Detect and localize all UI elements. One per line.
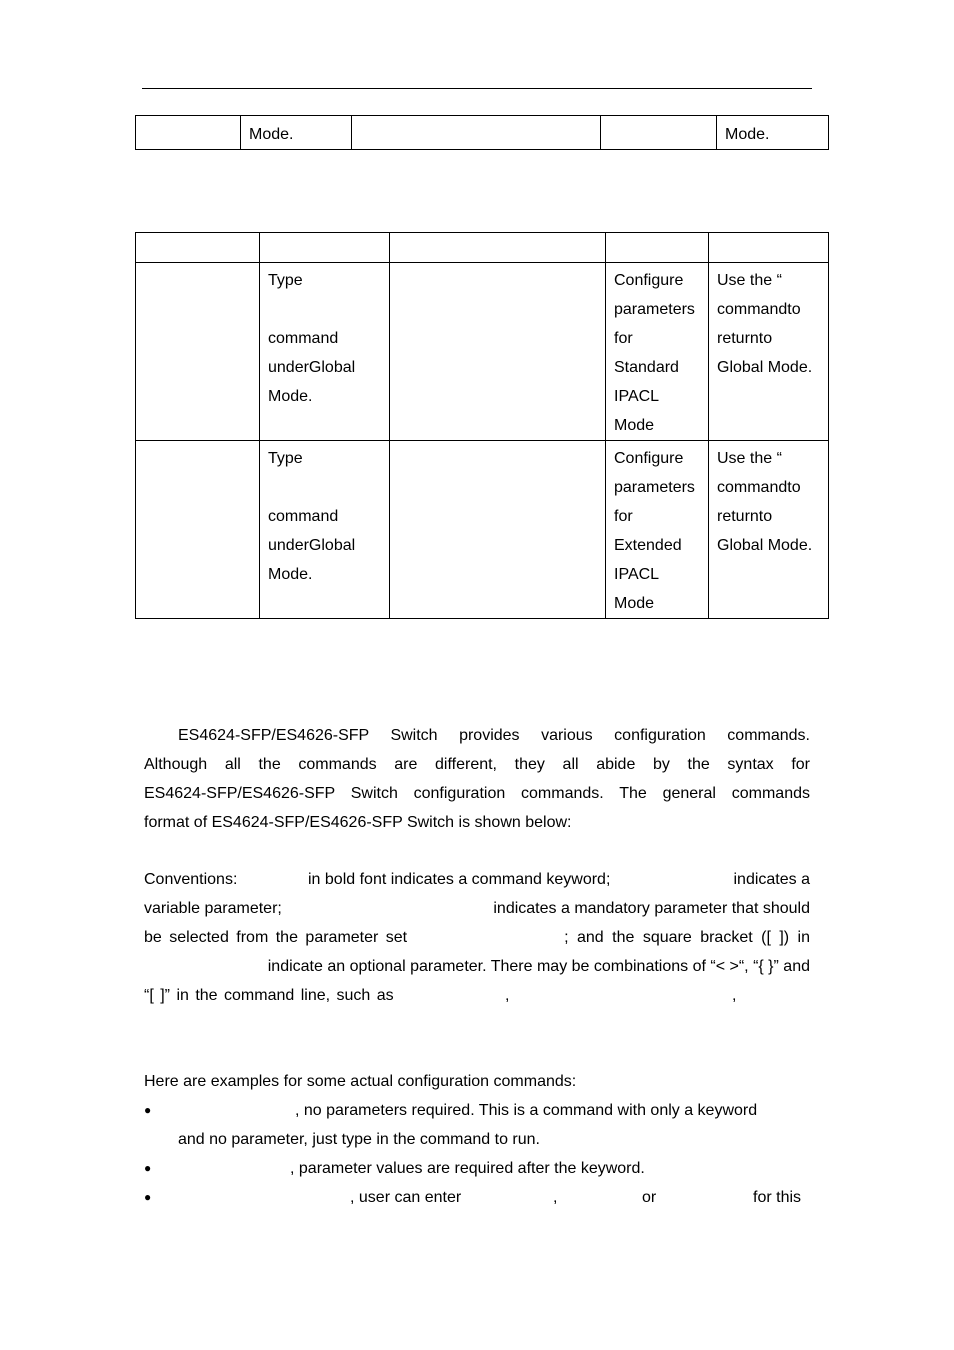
text-run: ES4624-SFP/ES4626-SFP Switch provides various configuration commands.: [178, 727, 810, 744]
bullet-icon: ●: [144, 1190, 152, 1204]
entry-line: [268, 295, 381, 324]
exit-cell: [709, 441, 829, 619]
function-line: IPACL: [614, 388, 660, 405]
entry-line: Mode.: [268, 388, 313, 405]
text-run: , no parameters required. This is a command with only a keyword: [295, 1102, 758, 1119]
paragraph-line: [144, 1125, 810, 1154]
text-run: , user can enter: [350, 1189, 462, 1206]
table-cell: Mode.: [717, 116, 829, 150]
paragraph-line: [144, 1183, 810, 1212]
header-cell: [390, 233, 606, 263]
text-run: ,: [505, 987, 510, 1004]
paragraph-line: [144, 981, 810, 1010]
paragraph-line: [144, 1154, 810, 1183]
example-item: [144, 1096, 810, 1154]
function-line: parameters: [614, 301, 695, 318]
exit-line: Global Mode.: [717, 359, 813, 376]
entry-line: Mode.: [268, 566, 313, 583]
conventions-paragraph: [144, 865, 810, 1010]
mode-name-cell: [136, 263, 260, 441]
exit-line: commandto: [717, 479, 801, 496]
bullet-icon: ●: [144, 1103, 152, 1117]
table-cell: Mode.: [241, 116, 352, 150]
entry-line: underGlobal: [268, 537, 356, 554]
text-run: ,: [553, 1189, 558, 1206]
text-run: indicates a mandatory parameter that should: [493, 900, 810, 917]
paragraph-line: format of ES4624-SFP/ES4626-SFP Switch is shown below:: [144, 814, 572, 831]
text-run: be selected from the parameter set: [144, 929, 408, 946]
entry-line: Type: [268, 272, 303, 289]
text-run: ,: [732, 987, 737, 1004]
continued-mode-table: [135, 115, 829, 150]
function-line: for: [614, 508, 633, 525]
paragraph-line: [144, 865, 810, 894]
exit-line: Use the “: [717, 450, 782, 467]
function-line: for: [614, 330, 633, 347]
function-cell: [606, 263, 709, 441]
function-line: Standard: [614, 359, 679, 376]
table-row: [136, 116, 829, 150]
acl-mode-table: [135, 232, 829, 619]
example-item: [144, 1183, 810, 1212]
paragraph-line: [144, 923, 810, 952]
entry-cell: [260, 263, 390, 441]
function-line: Mode: [614, 595, 655, 612]
function-line: Mode: [614, 417, 655, 434]
exit-line: returnto: [717, 508, 773, 525]
table-cell: [136, 116, 241, 150]
exit-line: Global Mode.: [717, 537, 813, 554]
prompt-cell: [390, 263, 606, 441]
mode-name-cell: [136, 441, 260, 619]
text-run: , parameter values are required after the keyword.: [290, 1160, 645, 1177]
header-cell: [709, 233, 829, 263]
examples-intro: Here are examples for some actual configuration commands:: [144, 1073, 577, 1090]
header-rule: [142, 88, 812, 89]
paragraph-line: [144, 894, 810, 923]
paragraph-line: [144, 952, 810, 981]
text-run: indicate an optional parameter. There may be combinations of “< >“, “{ }” and: [267, 958, 810, 975]
exit-line: returnto: [717, 330, 773, 347]
text-run: or: [642, 1189, 657, 1206]
entry-line: [268, 473, 381, 502]
text-run: Although all the commands are different, they all abide by the syntax for: [144, 756, 810, 773]
exit-line: Use the “: [717, 272, 782, 289]
header-cell: [136, 233, 260, 263]
table-cell: [601, 116, 717, 150]
text-run: indicates a: [733, 871, 810, 888]
table-row: [136, 441, 829, 619]
table-row: [136, 263, 829, 441]
function-line: Configure: [614, 272, 684, 289]
function-line: Configure: [614, 450, 684, 467]
exit-cell: [709, 263, 829, 441]
function-line: parameters: [614, 479, 695, 496]
entry-line: Type: [268, 450, 303, 467]
function-line: Extended: [614, 537, 682, 554]
header-cell: [606, 233, 709, 263]
function-line: IPACL: [614, 566, 660, 583]
entry-line: underGlobal: [268, 359, 356, 376]
text-run: Conventions:: [144, 871, 238, 888]
entry-line: command: [268, 330, 339, 347]
header-cell: [260, 233, 390, 263]
paragraph-line: [144, 721, 810, 750]
prompt-cell: [390, 441, 606, 619]
function-cell: [606, 441, 709, 619]
exit-line: commandto: [717, 301, 801, 318]
table-cell: [352, 116, 601, 150]
text-run: in bold font indicates a command keyword;: [308, 871, 611, 888]
paragraph-line: [144, 1096, 810, 1125]
paragraph-line: [144, 779, 810, 808]
table-header-row: [136, 233, 829, 263]
text-run: “[ ]” in the command line, such as: [144, 987, 394, 1004]
text-run: and no parameter, just type in the command to run.: [178, 1131, 540, 1148]
example-item: [144, 1154, 810, 1183]
text-run: ; and the square bracket ([ ]) in: [564, 929, 810, 946]
entry-line: command: [268, 508, 339, 525]
syntax-paragraph: [144, 721, 810, 837]
bullet-icon: ●: [144, 1161, 152, 1175]
text-run: variable parameter;: [144, 900, 282, 917]
text-run: ES4624-SFP/ES4626-SFP Switch configuration commands. The general commands: [144, 785, 810, 802]
entry-cell: [260, 441, 390, 619]
paragraph-line: [144, 750, 810, 779]
text-run: for this: [753, 1189, 802, 1206]
